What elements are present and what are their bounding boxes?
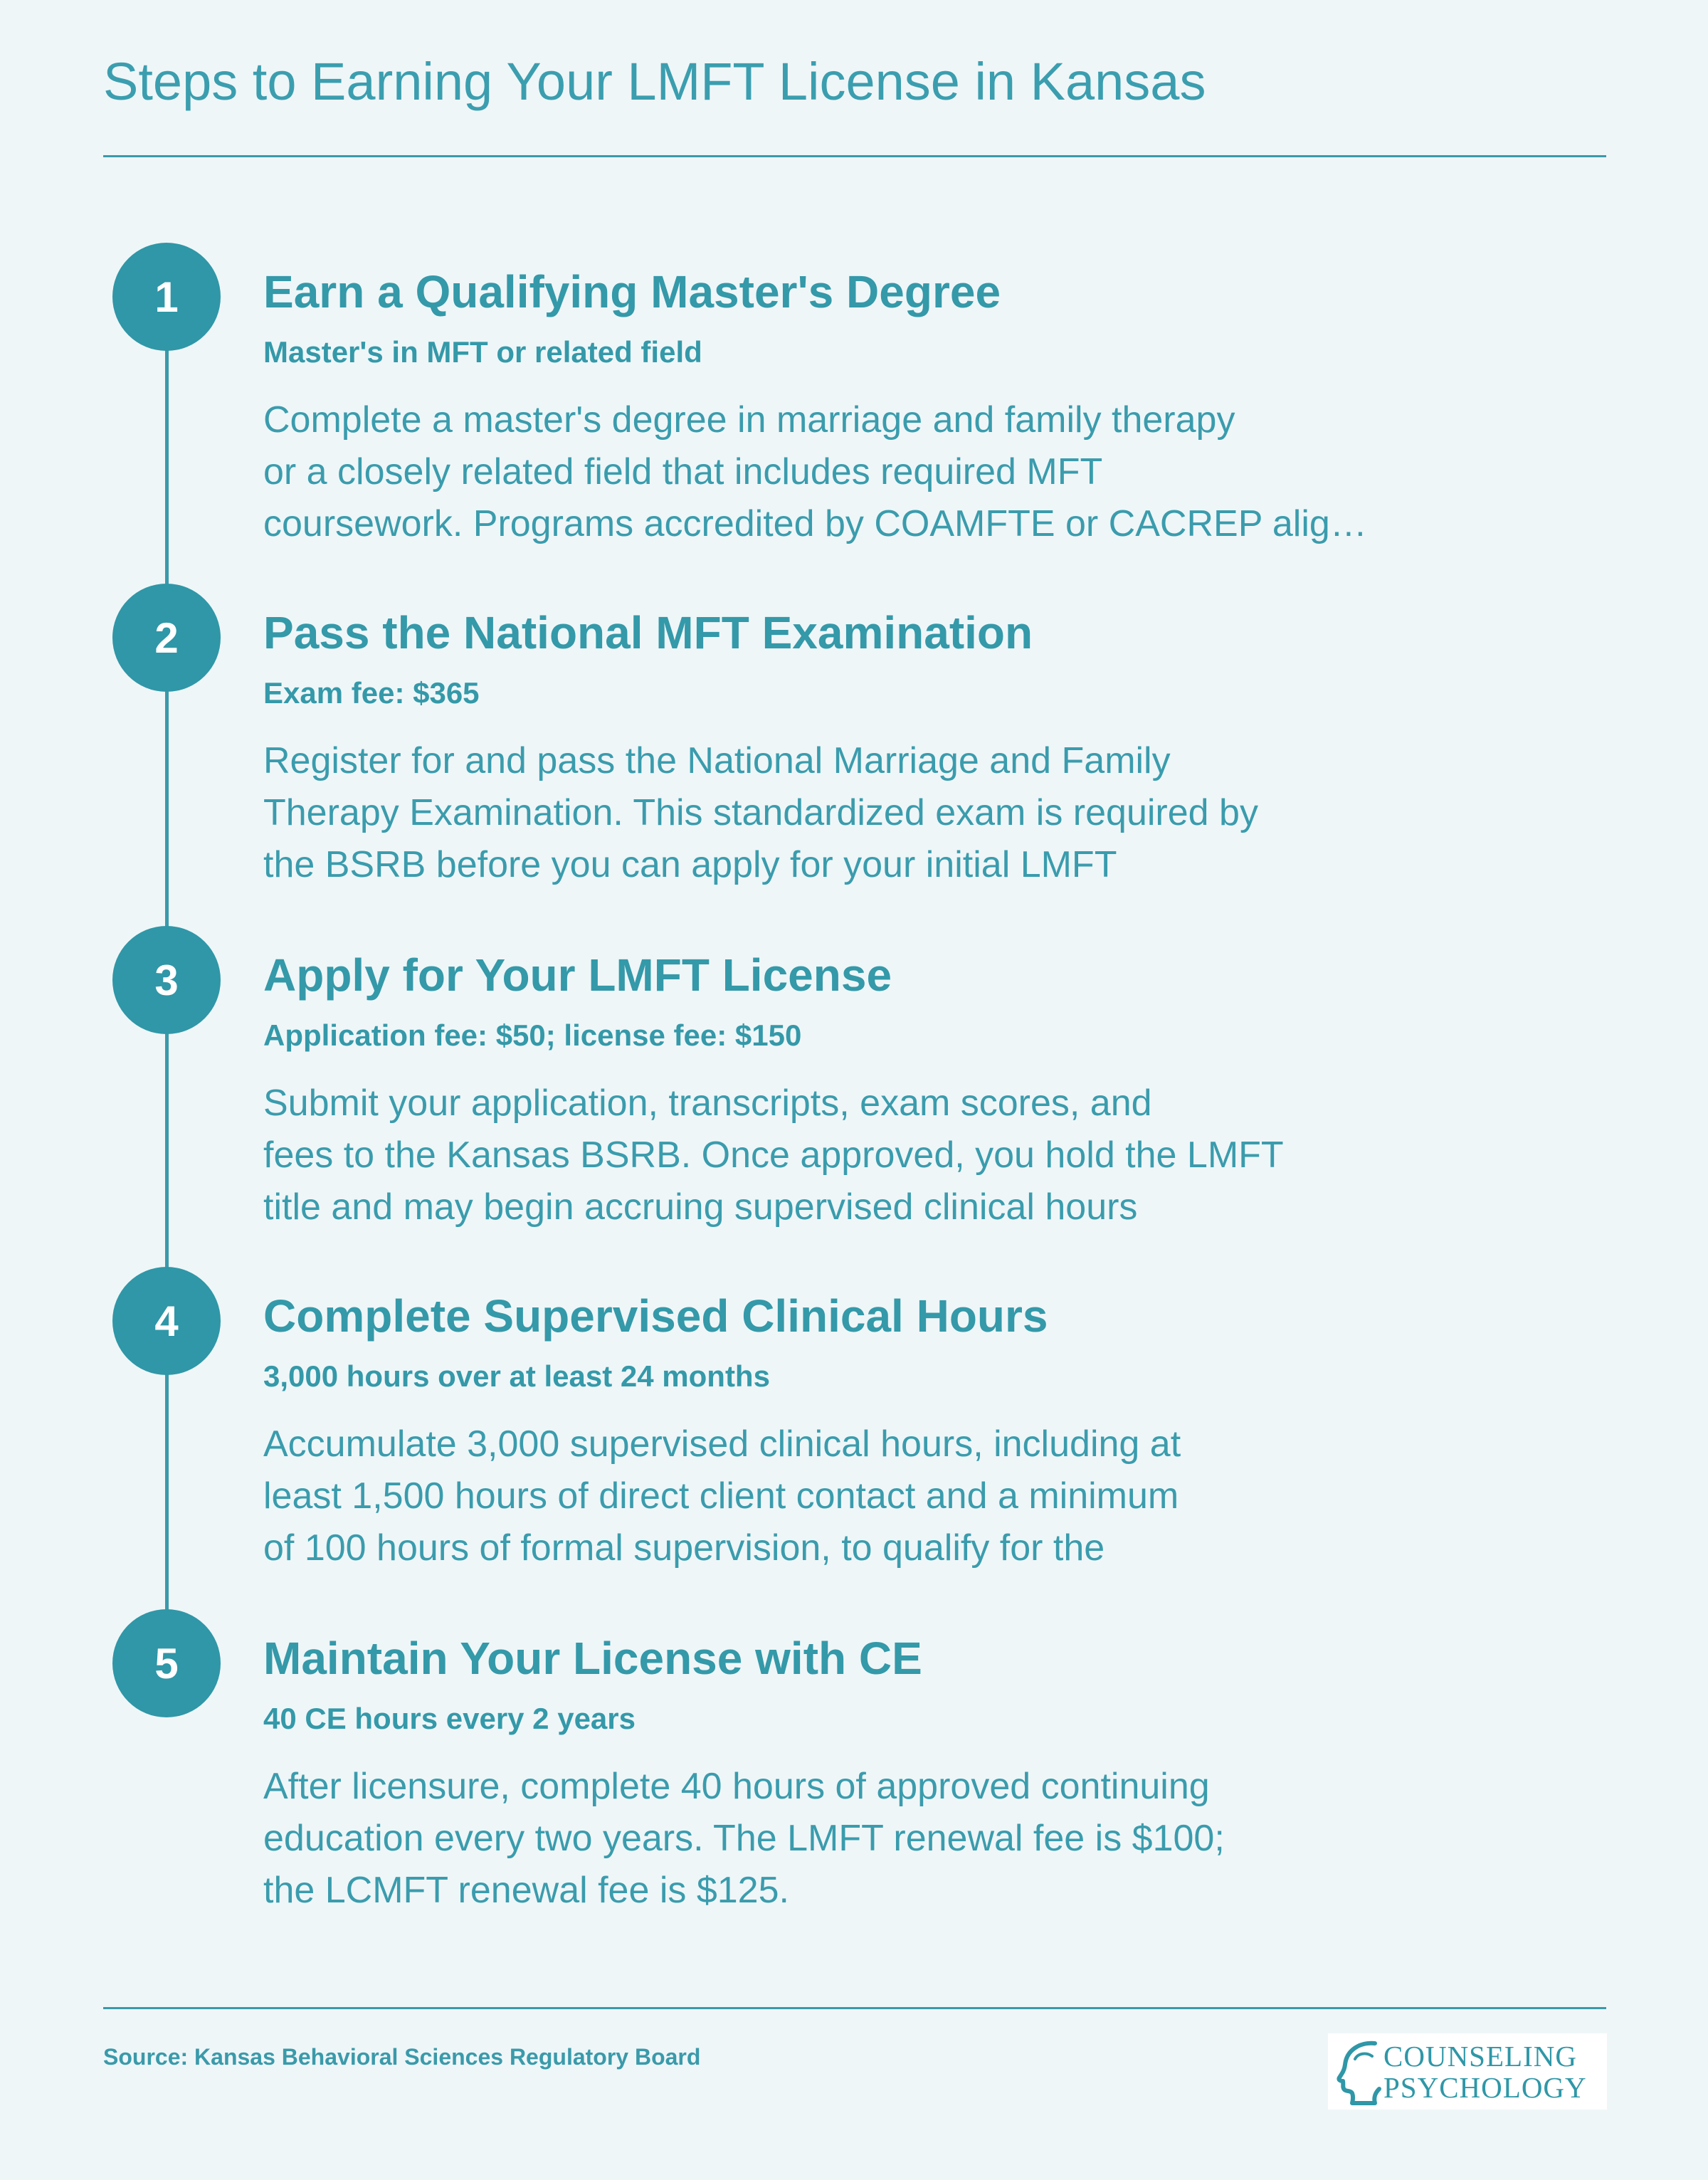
step-description	[263, 1761, 1459, 1917]
step-description	[263, 394, 1459, 550]
step-description-line: Register for and pass the National Marriage and Family	[263, 740, 1171, 781]
step-description-line: of 100 hours of formal supervision, to qualify for the	[263, 1527, 1105, 1569]
step-number-badge: 1	[112, 243, 221, 351]
counseling-psychology-logo	[1328, 2033, 1607, 2110]
logo-text-line1: COUNSELING	[1383, 2040, 1577, 2073]
step-description	[263, 1078, 1459, 1233]
step-title: Maintain Your License with CE	[263, 1633, 922, 1684]
step-subtitle: 3,000 hours over at least 24 months	[263, 1359, 770, 1393]
step-description	[263, 1418, 1459, 1574]
step-title: Apply for Your LMFT License	[263, 949, 892, 1001]
step-description-line: Submit your application, transcripts, exam scores, and	[263, 1083, 1152, 1124]
step-description-line: Accumulate 3,000 supervised clinical hours, including at	[263, 1423, 1181, 1465]
step-description-line: coursework. Programs accredited by COAMFTE or CACREP alig…	[263, 503, 1367, 544]
step-subtitle: Exam fee: $365	[263, 676, 480, 710]
logo-text-line2: PSYCHOLOGY	[1383, 2071, 1587, 2104]
step-title: Earn a Qualifying Master's Degree	[263, 266, 1001, 317]
step-description-line: the BSRB before you can apply for your initial LMFT	[263, 844, 1117, 885]
step-number-badge: 3	[112, 926, 221, 1034]
page-title: Steps to Earning Your LMFT License in Kansas	[103, 52, 1206, 111]
step-title: Complete Supervised Clinical Hours	[263, 1290, 1048, 1342]
footer-divider	[103, 2007, 1606, 2009]
step-description	[263, 735, 1459, 891]
step-title: Pass the National MFT Examination	[263, 607, 1033, 658]
step-description-line: title and may begin accruing supervised clinical hours	[263, 1186, 1138, 1228]
step-description-line: least 1,500 hours of direct client contact and a minimum	[263, 1475, 1179, 1517]
header-divider	[103, 155, 1606, 157]
step-description-line: Therapy Examination. This standardized exam is required by	[263, 792, 1258, 833]
step-subtitle: Master's in MFT or related field	[263, 335, 702, 369]
step-description-line: or a closely related field that includes required MFT	[263, 451, 1103, 493]
source-citation: Source: Kansas Behavioral Sciences Regulatory Board	[103, 2044, 701, 2070]
step-number-badge: 4	[112, 1267, 221, 1375]
step-number-badge: 2	[112, 584, 221, 692]
step-description-line: education every two years. The LMFT renewal fee is $100;	[263, 1818, 1225, 1859]
step-description-line: After licensure, complete 40 hours of approved continuing	[263, 1766, 1210, 1807]
step-description-line: the LCMFT renewal fee is $125.	[263, 1870, 789, 1911]
step-description-line: fees to the Kansas BSRB. Once approved, you hold the LMFT	[263, 1134, 1284, 1176]
step-number-badge: 5	[112, 1609, 221, 1717]
step-subtitle: 40 CE hours every 2 years	[263, 1702, 636, 1735]
step-subtitle: Application fee: $50; license fee: $150	[263, 1018, 802, 1052]
step-description-line: Complete a master's degree in marriage and family therapy	[263, 399, 1235, 441]
